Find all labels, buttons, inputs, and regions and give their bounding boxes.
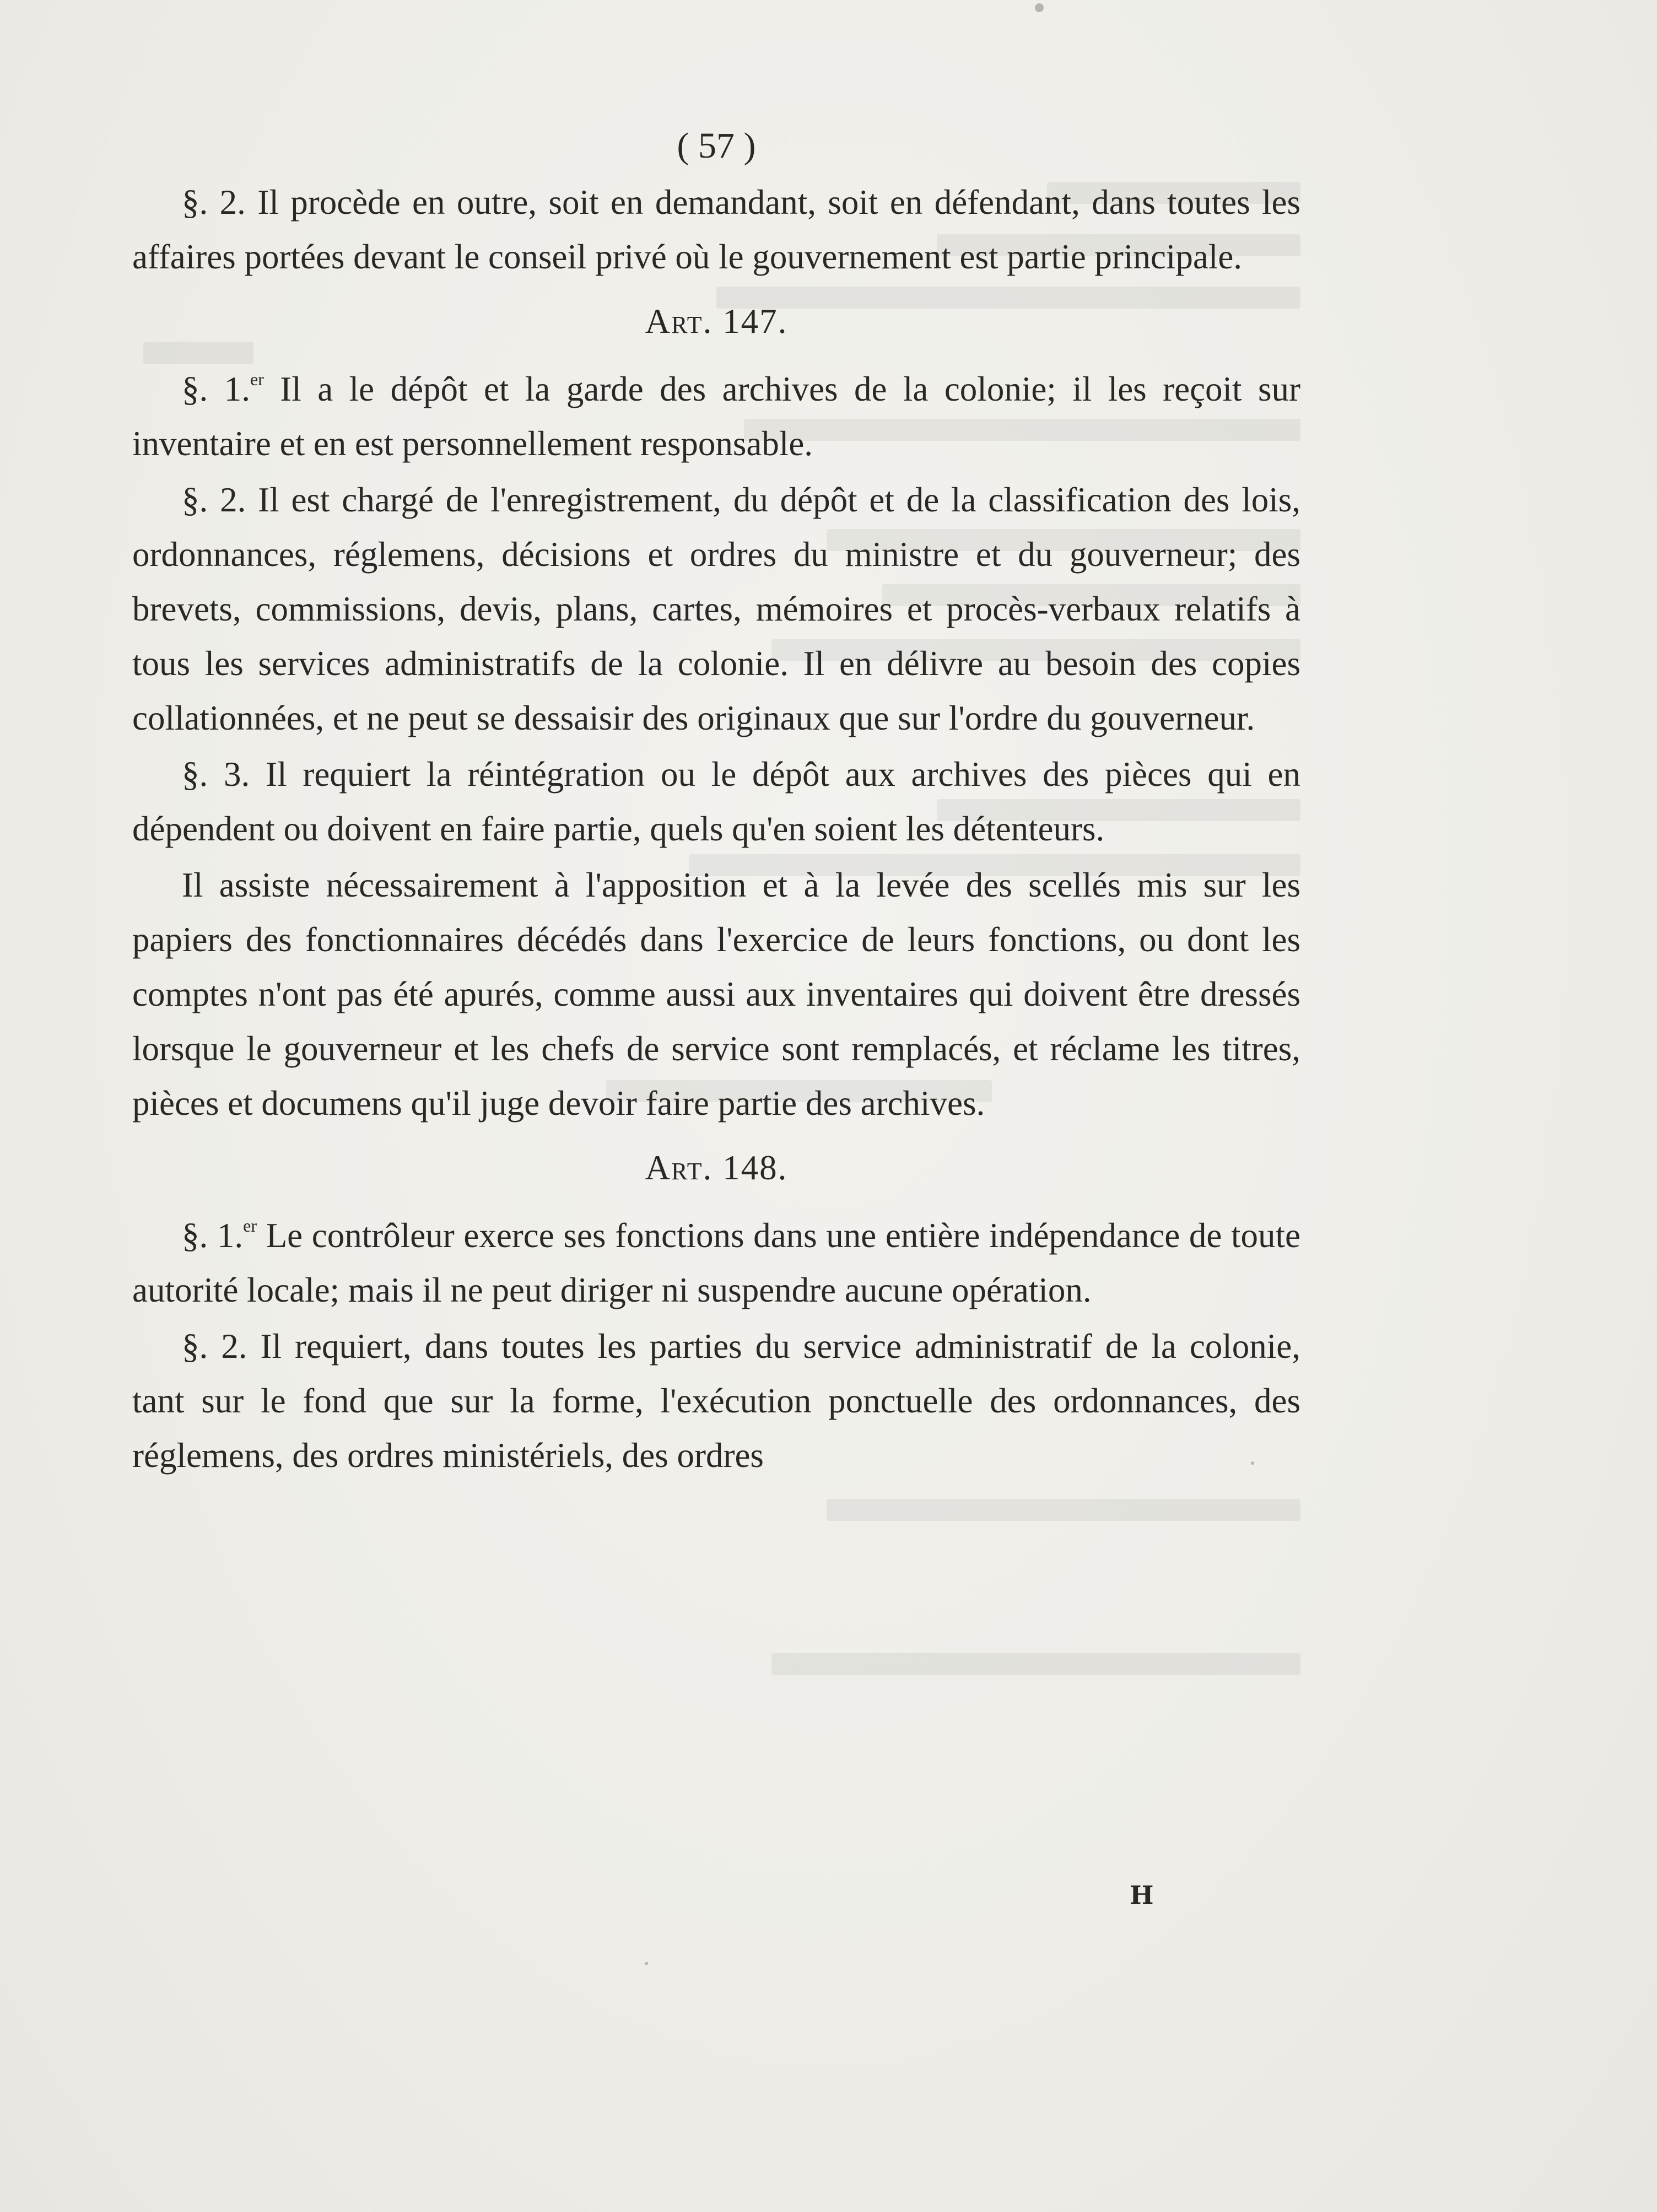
- page-number: ( 57 ): [677, 126, 756, 166]
- paragraph: [132, 1208, 1300, 1318]
- section-number: §. 2.: [182, 481, 246, 519]
- paragraph: [132, 858, 1300, 1131]
- paper-speck: [1035, 3, 1044, 12]
- signature-mark: H: [1130, 1880, 1155, 1910]
- article-number: 148.: [722, 1148, 788, 1187]
- paragraph-text: Il assiste nécessairement à l'apposition et à la levée des scellés mis sur les papiers des fonctionnaires décédés dans l'exercice de leurs fonctions, ou dont les comptes n'ont pas été apurés, comme aussi aux inventaires qui doivent être dressés lorsque le gouverneur et les chefs de service sont remplacés, et réclame les titres, pièces et documens qu'il juge devoir faire partie des archives.: [132, 866, 1300, 1123]
- paragraph: [132, 175, 1300, 284]
- section-number: §. 2.: [182, 1327, 247, 1366]
- paragraph-text: Il procède en outre, soit en demandant, soit en défendant, dans toutes les affaires portées devant le conseil privé où le gouvernement est partie principale.: [132, 183, 1301, 276]
- section-number: §. 3.: [182, 755, 250, 794]
- article-label: Art.: [645, 302, 713, 341]
- paragraph-text: Le contrôleur exerce ses fonctions dans une entière indépendance de toute autorité locale; mais il ne peut diriger ni suspendre aucune opération.: [132, 1216, 1301, 1309]
- paragraph-text: Il requiert la réintégration ou le dépôt aux archives des pièces qui en dépendent ou doivent en faire partie, quels qu'en soient les détenteurs.: [132, 755, 1300, 848]
- article-heading: [132, 1141, 1300, 1195]
- section-superscript: er: [243, 1216, 257, 1236]
- text-blocks: [132, 175, 1300, 1483]
- paragraph: [132, 1319, 1300, 1483]
- article-label: Art.: [645, 1148, 713, 1187]
- article-heading: [132, 294, 1300, 349]
- section-number: §. 2.: [182, 183, 246, 222]
- paper-speck: [645, 1962, 648, 1965]
- paragraph: [132, 473, 1300, 746]
- paragraph: [132, 747, 1300, 856]
- paragraph: [132, 362, 1300, 471]
- page-text-column: [132, 121, 1300, 1483]
- article-number: 147.: [722, 302, 788, 341]
- section-superscript: er: [250, 369, 264, 389]
- paragraph-text: Il a le dépôt et la garde des archives de la colonie; il les reçoit sur inventaire et en est personnellement responsable.: [132, 370, 1301, 463]
- paragraph-text: Il requiert, dans toutes les parties du service administratif de la colonie, tant sur le fond que sur la forme, l'exécution ponctuelle des ordonnances, des réglemens, des ordres ministériels, des ordres: [132, 1327, 1301, 1475]
- section-number: §. 1.: [182, 1216, 244, 1255]
- paragraph-text: Il est chargé de l'enregistrement, du dépôt et de la classification des lois, ordonnances, réglemens, décisions et ordres du ministre et du gouverneur; des brevets, commissions, devis, plans, cartes, mémoires et procès-verbaux relatifs à tous les services administratifs de la colonie. Il en délivre au besoin des copies collationnées, et ne peut se dessaisir des originaux que sur l'ordre du gouverneur.: [132, 481, 1301, 737]
- section-number: §. 1.: [182, 370, 250, 408]
